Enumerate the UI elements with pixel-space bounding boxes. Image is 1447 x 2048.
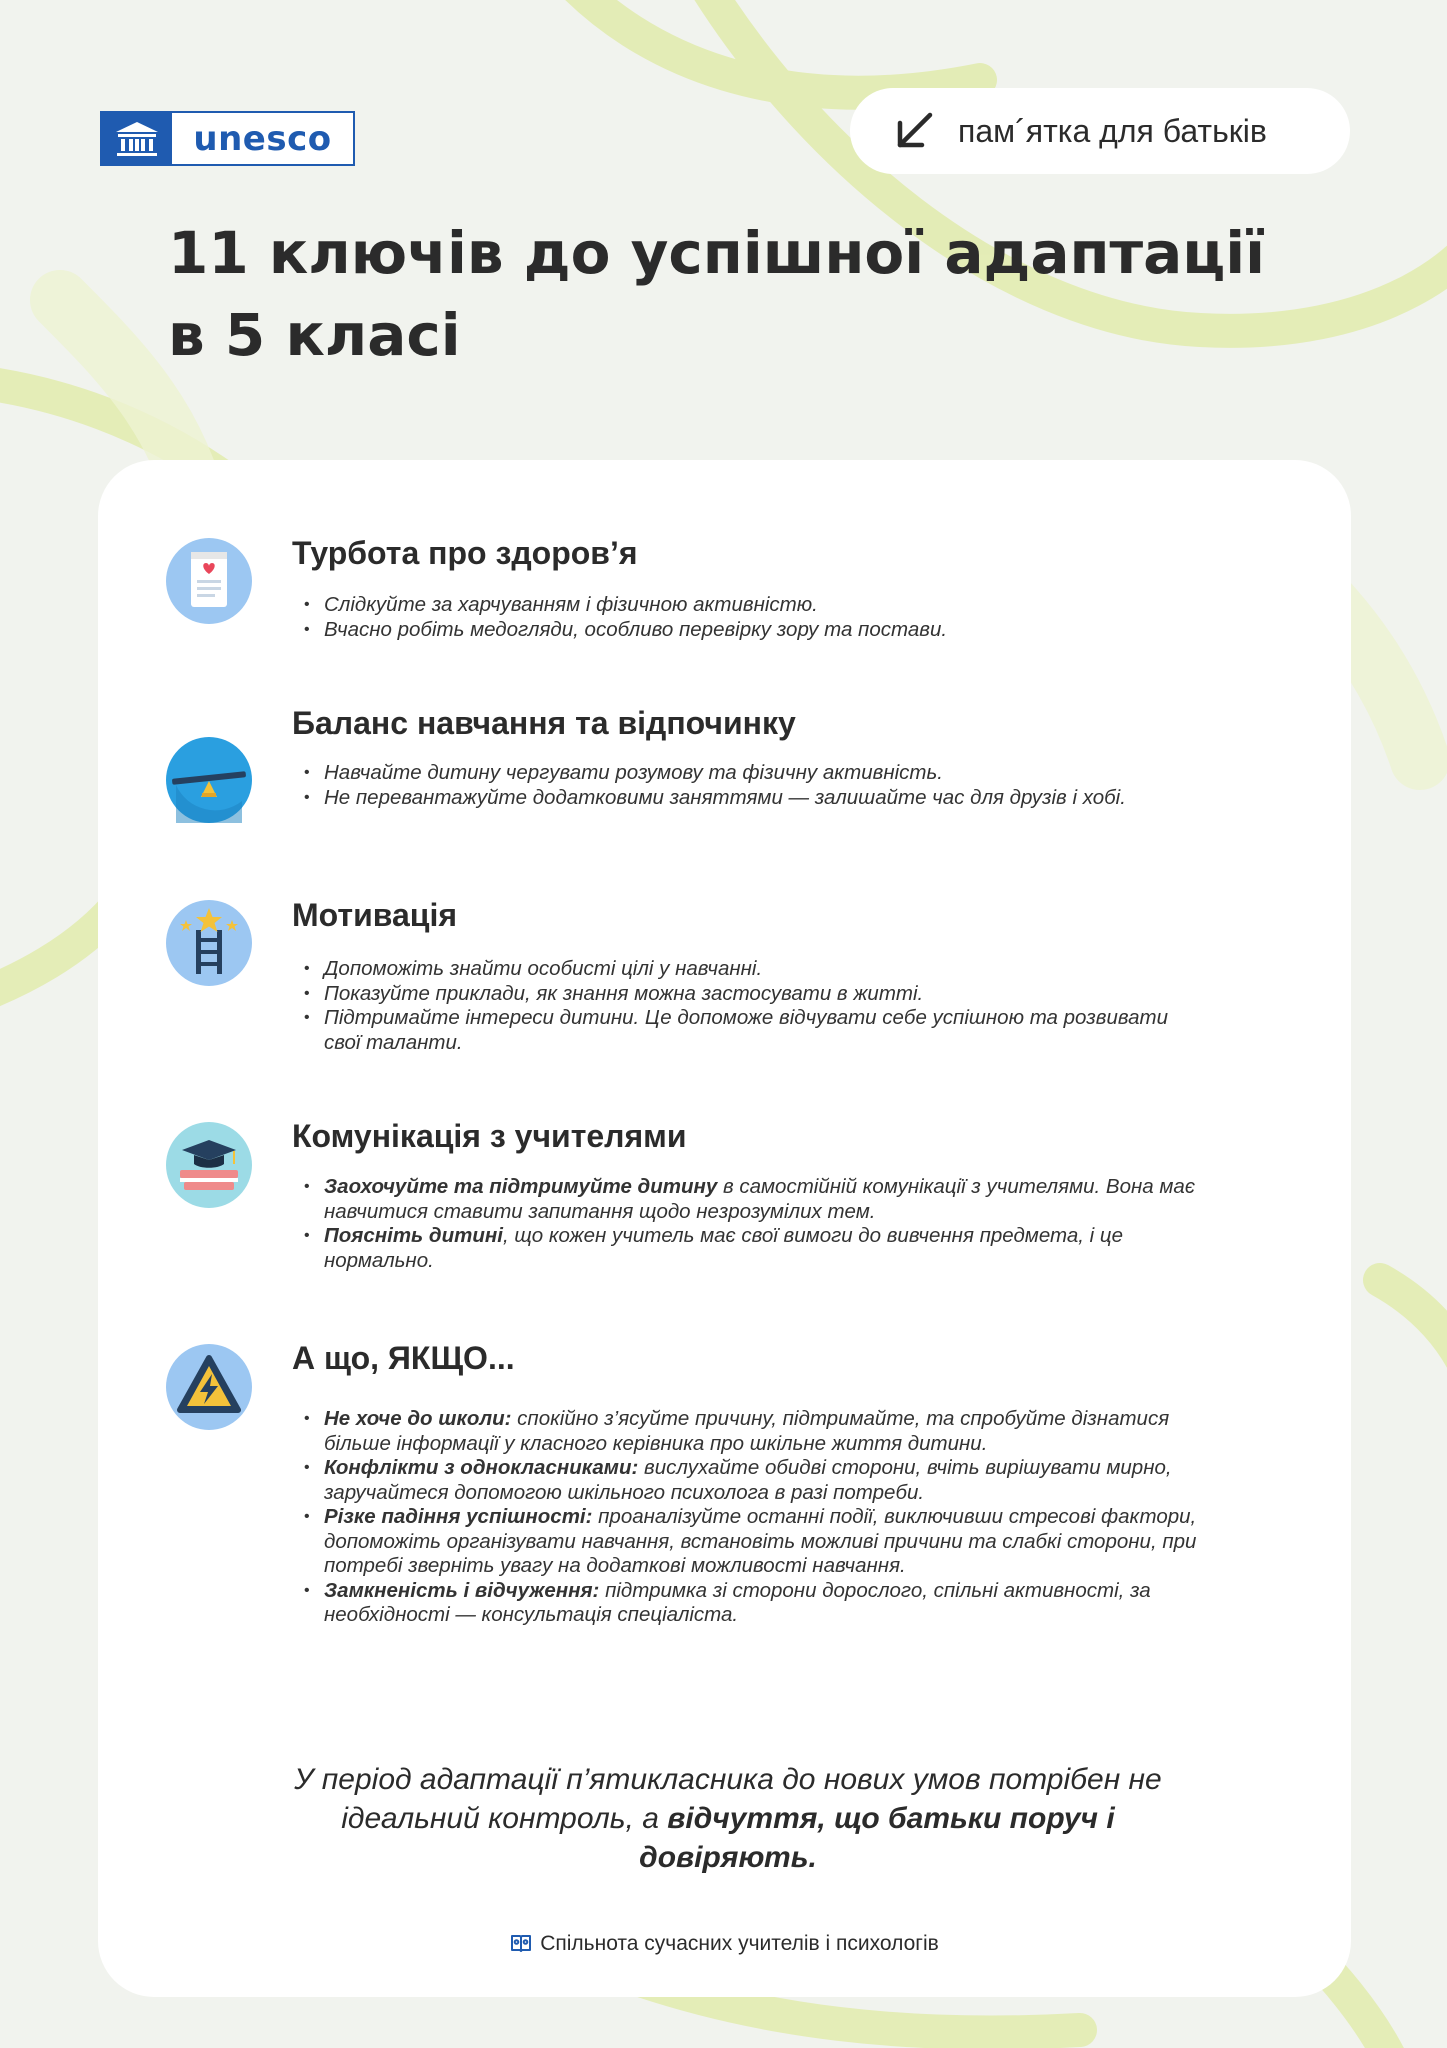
audience-tag-text: пам´ятка для батьків — [958, 112, 1267, 149]
section-motivation-title: Мотивація — [292, 897, 458, 933]
footer — [98, 1932, 1351, 1956]
section-balance-title: Баланс навчання та відпочинку — [292, 705, 796, 741]
title-line-1: 11 ключів до успішної адаптації — [168, 219, 1266, 287]
section-health-title: Турбота про здоров’я — [292, 535, 638, 571]
footer-text: Спільнота сучасних учителів і психологів — [540, 1932, 939, 1955]
list-item: • Показуйте приклади, як знання можна застосувати в житті. — [304, 982, 1204, 1007]
list-item-emphasis: Різке падіння успішності: — [324, 1505, 593, 1528]
list-item — [304, 1407, 1204, 1456]
list-item-text: в самостійній комунікації з учителями. Вона має навчитися ставити запитання щодо незрозумілих тем. — [324, 1175, 1195, 1223]
list-item — [304, 1175, 1204, 1224]
unesco-logo — [100, 111, 355, 166]
content-card — [98, 460, 1351, 1997]
list-item: • Навчайте дитину чергувати розумову та фізичну активність. — [304, 761, 1204, 786]
section-what-if-title: А що, ЯКЩО... — [292, 1340, 515, 1376]
list-item: • Слідкуйте за харчуванням і фізичною активністю. — [304, 593, 1204, 618]
ladder-star-icon — [166, 900, 252, 986]
section-motivation-list — [304, 957, 1204, 1055]
list-item-text: підтримка зі сторони дорослого, спільні активності, за необхідності — консультація спеціаліста. — [324, 1578, 1151, 1626]
closing-quote-text: У період адаптації п’ятикласника до нових умов потрібен не ідеальний контроль, а — [294, 1763, 1162, 1835]
list-item: • Підтримайте інтереси дитини. Це допоможе відчувати себе успішною та розвивати свої таланти. — [304, 1006, 1204, 1055]
section-health-list — [304, 593, 1204, 642]
section-balance-list — [304, 761, 1204, 810]
list-item-emphasis: Конфлікти з однокласниками: — [324, 1456, 639, 1479]
warning-lightning-icon — [166, 1344, 252, 1430]
list-item-text: проаналізуйте останні події, виключивши стресові фактори, допоможіть організувати навчання, встановіть можливі причини та слабкі сторони, при потребі зверніть увагу на додаткові можливості навчання. — [324, 1505, 1197, 1577]
section-teachers-title: Комунікація з учителями — [292, 1118, 687, 1154]
list-item-text: спокійно з’ясуйте причину, підтримайте, та спробуйте дізнатися більше інформації у класного керівника про шкільне життя дитини. — [324, 1407, 1170, 1455]
section-teachers-list — [304, 1175, 1204, 1273]
unesco-temple-icon — [102, 113, 172, 164]
list-item-emphasis: Замкненість і відчуження: — [324, 1578, 600, 1602]
closing-quote-emphasis: відчуття, що батьки поруч і довіряють. — [639, 1802, 1115, 1874]
arrow-down-left-icon — [892, 109, 936, 153]
title-line-2: в 5 класі — [168, 301, 461, 369]
list-item-emphasis: Не хоче до школи: — [324, 1407, 512, 1430]
list-item — [304, 1505, 1204, 1579]
audience-tag — [850, 88, 1350, 174]
list-item — [304, 1456, 1204, 1505]
list-item — [304, 1224, 1204, 1273]
list-item-text: вислухайте обидві сторони, вчіть вирішувати мирно, заручайтеся допомогою шкільного психолога в разі потреби. — [324, 1456, 1172, 1504]
medical-checklist-icon — [166, 538, 252, 624]
list-item — [304, 1579, 1204, 1628]
list-item-text: , що кожен учитель має свої вимоги до вивчення предмета, і це нормально. — [324, 1224, 1124, 1272]
list-item: • Не перевантажуйте додатковими заняттями — залишайте час для друзів і хобі. — [304, 786, 1204, 811]
list-item-emphasis: Поясніть дитині — [324, 1224, 503, 1247]
section-what-if-list — [304, 1407, 1204, 1628]
list-item-emphasis: Заохочуйте та підтримуйте дитину — [324, 1175, 718, 1198]
closing-quote — [258, 1760, 1198, 1877]
list-item: • Вчасно робіть медогляди, особливо перевірку зору та постави. — [304, 618, 1204, 643]
logo-text: unesco — [193, 118, 332, 159]
graduation-cap-books-icon — [166, 1122, 252, 1208]
page-title — [168, 212, 1318, 376]
book-community-icon — [510, 1933, 532, 1953]
seesaw-icon — [166, 737, 252, 823]
list-item: • Допоможіть знайти особисті цілі у навчанні. — [304, 957, 1204, 982]
